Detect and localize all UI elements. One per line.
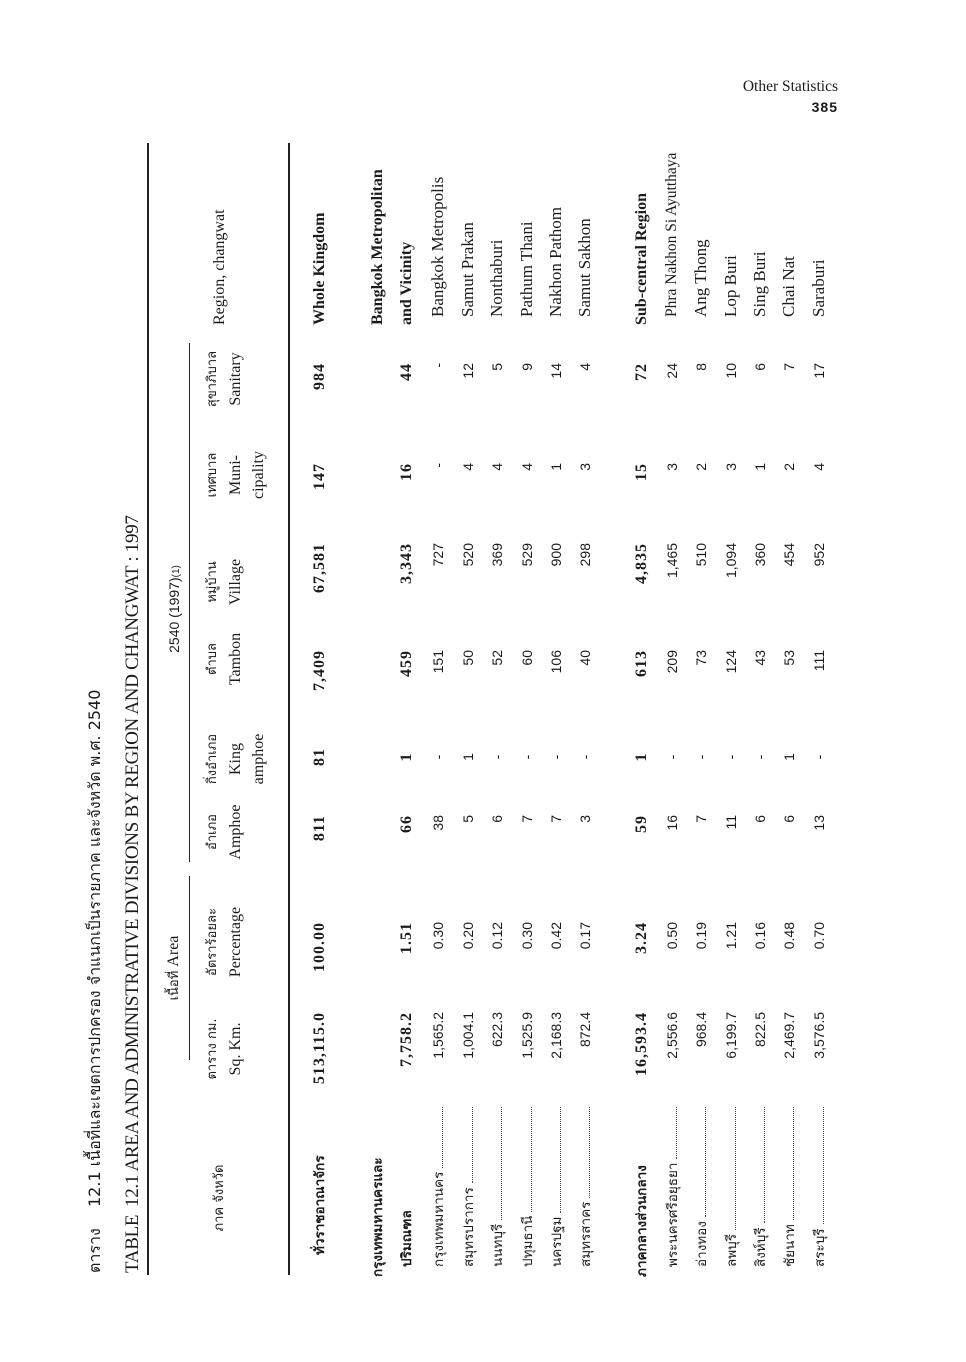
- row-label-thai: สระบุรี: [812, 1228, 828, 1267]
- cell-king-amphoe: 1: [781, 753, 797, 761]
- dot-leader: [501, 1107, 502, 1220]
- cell-sq-km: 622.3: [489, 1012, 505, 1048]
- running-header: [743, 78, 838, 116]
- cell-sq-km: 822.5: [752, 1012, 768, 1048]
- cell-tambon: 124: [723, 650, 739, 674]
- table-top-rule: [147, 143, 149, 1275]
- cell-sanitary: 14: [548, 363, 564, 379]
- row-label-english: Ang Thong: [691, 239, 710, 317]
- row-label-english: Nonthaburi: [487, 239, 506, 317]
- header-municipality-line2: cipality: [250, 451, 267, 499]
- cell-amphoe: 6: [752, 815, 768, 823]
- row-label-thai-with-leader: [486, 1107, 508, 1267]
- cell-amphoe: 38: [430, 815, 446, 831]
- cell-king-amphoe: -: [548, 754, 564, 760]
- row-label-thai-with-leader: [690, 1107, 712, 1267]
- area-group-header: เนื้อที่ Area: [165, 935, 182, 1001]
- cell-sanitary: 5: [489, 363, 505, 371]
- table-row: [749, 137, 771, 1277]
- cell-king-amphoe: 1: [633, 752, 650, 762]
- cell-municipality: 4: [460, 463, 476, 471]
- row-label-thai: นนทบุรี: [490, 1223, 506, 1267]
- cell-sq-km: 2,556.6: [664, 1012, 680, 1059]
- row-label-thai-line2: ปริมณฑล: [399, 1210, 415, 1267]
- cell-municipality: 4: [811, 463, 827, 471]
- cell-sanitary: 6: [752, 363, 768, 371]
- cell-municipality: 1: [752, 463, 768, 471]
- table-row: [720, 137, 742, 1277]
- dot-leader: [442, 1107, 443, 1168]
- cell-village: 1,465: [664, 543, 680, 579]
- dot-leader: [531, 1107, 532, 1212]
- row-label-thai: ลพบุรี: [724, 1234, 740, 1267]
- cell-municipality: 16: [398, 463, 415, 481]
- cell-percentage: 0.70: [811, 922, 827, 950]
- cell-sq-km: 968.4: [693, 1012, 709, 1048]
- table-row: [661, 137, 683, 1277]
- cell-percentage: 1.21: [723, 922, 739, 950]
- cell-tambon: 53: [781, 650, 797, 666]
- dot-leader: [735, 1107, 736, 1230]
- row-label-thai: ภาคกลางส่วนกลาง: [634, 1165, 650, 1277]
- cell-king-amphoe: 1: [398, 752, 415, 762]
- row-label-thai: ปทุมธานี: [520, 1215, 536, 1267]
- cell-percentage: 0.12: [489, 922, 505, 950]
- row-label-thai: ทั่วราชอาณาจักร: [312, 1155, 328, 1255]
- cell-amphoe: 6: [781, 815, 797, 823]
- cell-sq-km: 16,593.4: [633, 1012, 650, 1076]
- cell-village: 1,094: [723, 543, 739, 579]
- row-label-english: Samut Sakhon: [575, 218, 594, 317]
- cell-tambon: 52: [489, 650, 505, 666]
- cell-municipality: 3: [723, 463, 739, 471]
- cell-tambon: 111: [811, 650, 827, 672]
- header-king-amphoe-thai: กิ่งอำเภอ: [205, 733, 220, 785]
- row-label-thai-with-leader: [574, 1107, 596, 1267]
- cell-sq-km: 2,168.3: [548, 1012, 564, 1059]
- cell-village: 4,835: [633, 543, 650, 584]
- cell-sq-km: 7,758.2: [398, 1012, 415, 1067]
- row-label-thai-with-leader: [516, 1107, 538, 1267]
- row-label-thai-with-leader: [427, 1107, 449, 1267]
- table-row-bangkok-vicinity-heading: [367, 137, 389, 1277]
- header-percentage: Percentage: [227, 906, 244, 978]
- cell-sanitary: 7: [781, 363, 797, 371]
- cell-sq-km: 872.4: [577, 1012, 593, 1048]
- row-label-thai: พระนครศรีอยุธยา: [665, 1162, 681, 1267]
- cell-percentage: 3.24: [633, 922, 650, 954]
- cell-amphoe: 59: [633, 815, 650, 833]
- cell-percentage: 0.17: [577, 922, 593, 950]
- row-label-english: Lop Buri: [721, 255, 740, 317]
- table-row: [690, 137, 712, 1277]
- cell-municipality: 3: [664, 463, 680, 471]
- header-village: Village: [227, 558, 244, 606]
- cell-sq-km: 513,115.0: [311, 1012, 328, 1085]
- row-label-english: Phra Nakhon Si Ayutthaya: [663, 152, 680, 317]
- header-bottom-rule: [288, 143, 290, 1275]
- cell-municipality: 15: [633, 463, 650, 481]
- dot-leader: [560, 1107, 561, 1213]
- row-label-thai: สมุทรปราการ: [461, 1187, 477, 1267]
- cell-tambon: 60: [519, 650, 535, 666]
- cell-village: 298: [577, 543, 593, 567]
- row-label-thai-with-leader: [808, 1107, 830, 1267]
- row-label-thai-with-leader: [778, 1107, 800, 1267]
- cell-amphoe: 811: [311, 815, 328, 842]
- row-label-thai: อ่างทอง: [694, 1221, 710, 1267]
- row-label-english: Nakhon Pathom: [546, 206, 565, 317]
- cell-tambon: 73: [693, 650, 709, 666]
- row-label-thai-with-leader: [720, 1107, 742, 1267]
- cell-village: 520: [460, 543, 476, 567]
- cell-municipality: 4: [489, 463, 505, 471]
- header-sanitary: Sanitary: [227, 352, 244, 406]
- cell-sanitary: 10: [723, 363, 739, 379]
- cell-sanitary: 12: [460, 363, 476, 379]
- dot-leader: [589, 1107, 590, 1198]
- table-row: [516, 137, 538, 1277]
- cell-sq-km: 1,004.1: [460, 1012, 476, 1059]
- cell-village: 67,581: [311, 543, 328, 593]
- cell-tambon: 43: [752, 650, 768, 666]
- cell-percentage: 0.50: [664, 922, 680, 950]
- title-prefix-english: TABLE: [122, 1214, 143, 1273]
- row-label-english-line2: and Vicinity: [398, 241, 415, 325]
- title-number: 12.1: [85, 1171, 104, 1207]
- table-title-english: [121, 515, 145, 1273]
- table-row: [808, 137, 830, 1277]
- row-label-thai: สมุทรสาคร: [578, 1201, 594, 1267]
- dot-leader: [472, 1107, 473, 1183]
- cell-sanitary: -: [430, 363, 446, 368]
- table-row: [427, 137, 449, 1277]
- cell-percentage: 0.30: [430, 922, 446, 950]
- cell-village: 454: [781, 543, 797, 567]
- cell-amphoe: 7: [548, 815, 564, 823]
- cell-sq-km: 3,576.5: [811, 1012, 827, 1059]
- cell-tambon: 40: [577, 650, 593, 666]
- header-king-amphoe: King: [227, 743, 244, 775]
- cell-percentage: 0.30: [519, 922, 535, 950]
- cell-tambon: 106: [548, 650, 564, 674]
- cell-tambon: 459: [398, 650, 415, 677]
- cell-village: 3,343: [398, 543, 415, 584]
- header-municipality: Muni-: [227, 455, 244, 495]
- cell-king-amphoe: 81: [311, 748, 328, 766]
- header-amphoe-thai: อำเภอ: [205, 814, 220, 850]
- cell-sanitary: 8: [693, 363, 709, 371]
- cell-percentage: 0.20: [460, 922, 476, 950]
- row-label-thai: สิงห์บุรี: [753, 1227, 769, 1267]
- cell-king-amphoe: -: [693, 754, 709, 760]
- cell-tambon: 209: [664, 650, 680, 674]
- table-row-sub-central-region: [631, 137, 653, 1277]
- cell-village: 529: [519, 543, 535, 567]
- cell-tambon: 613: [633, 650, 650, 677]
- row-label-english: Sing Buri: [750, 251, 769, 317]
- cell-sanitary: 44: [398, 363, 415, 381]
- cell-sq-km: 2,469.7: [781, 1012, 797, 1059]
- header-king-amphoe-line2: amphoe: [250, 733, 267, 785]
- cell-sq-km: 1,565.2: [430, 1012, 446, 1059]
- cell-amphoe: 6: [489, 815, 505, 823]
- table-row-bangkok-vicinity: [396, 137, 418, 1277]
- table-row-whole-kingdom: [309, 137, 331, 1277]
- cell-sanitary: 4: [577, 363, 593, 371]
- cell-sanitary: 17: [811, 363, 827, 379]
- header-sanitary-thai: สุขาภิบาล: [205, 350, 220, 408]
- cell-sq-km: 1,525.9: [519, 1012, 535, 1059]
- year-group-header: 2540 (1997)(1): [166, 565, 182, 653]
- cell-tambon: 50: [460, 650, 476, 666]
- table-row: [545, 137, 567, 1277]
- cell-percentage: 0.19: [693, 922, 709, 950]
- year-group-rule: [189, 343, 190, 862]
- cell-sanitary: 24: [664, 363, 680, 379]
- cell-amphoe: 11: [723, 815, 739, 830]
- row-label-thai: ชัยนาท: [782, 1224, 798, 1267]
- cell-village: 900: [548, 543, 564, 567]
- row-label-thai: กรุงเทพมหานครและ: [370, 1157, 386, 1277]
- cell-percentage: 100.00: [311, 922, 328, 972]
- cell-amphoe: 5: [460, 815, 476, 823]
- cell-amphoe: 7: [519, 815, 535, 823]
- title-text-thai: เนื้อที่และเขตการปกครอง จำแนกเป็นรายภาค และจังหวัด พ.ศ. 2540: [85, 689, 104, 1167]
- cell-king-amphoe: -: [664, 754, 680, 760]
- dot-leader: [676, 1107, 677, 1159]
- row-label-thai: กรุงเทพมหานคร: [431, 1171, 447, 1267]
- row-label-english: Bangkok Metropolis: [428, 176, 447, 317]
- row-label-english: Sub-central Region: [633, 193, 650, 325]
- cell-king-amphoe: -: [577, 754, 593, 760]
- row-label-thai: นครปฐม: [549, 1216, 565, 1267]
- cell-village: 369: [489, 543, 505, 567]
- section-name: Other Statistics: [742, 78, 838, 95]
- header-region-thai: ภาค จังหวัด: [212, 1164, 227, 1232]
- cell-municipality: 2: [693, 463, 709, 471]
- cell-king-amphoe: -: [811, 754, 827, 760]
- rotated-table-sheet: [70, 137, 860, 1277]
- table-title-thai: [84, 690, 106, 1273]
- cell-percentage: 0.42: [548, 922, 564, 950]
- cell-percentage: 0.48: [781, 922, 797, 950]
- area-group-rule: [189, 876, 190, 1060]
- cell-amphoe: 16: [664, 815, 680, 831]
- cell-village: 727: [430, 543, 446, 567]
- cell-percentage: 0.16: [752, 922, 768, 950]
- dot-leader: [705, 1107, 706, 1217]
- header-amphoe: Amphoe: [227, 804, 244, 860]
- cell-sanitary: 984: [311, 363, 328, 390]
- dot-leader: [823, 1107, 824, 1224]
- table-row: [574, 137, 596, 1277]
- cell-amphoe: 3: [577, 815, 593, 823]
- cell-percentage: 1.51: [398, 922, 415, 954]
- page-number: 385: [811, 99, 838, 115]
- cell-sanitary: 9: [519, 363, 535, 371]
- header-tambon: Tambon: [227, 632, 244, 686]
- header-region-english: Region, changwat: [211, 209, 228, 325]
- dot-leader: [764, 1107, 765, 1223]
- row-label-english: Whole Kingdom: [311, 212, 328, 325]
- row-label-thai-with-leader: [457, 1107, 479, 1267]
- title-prefix-thai: ตาราง: [85, 1228, 104, 1273]
- row-label-english: Pathum Thani: [517, 221, 536, 317]
- cell-king-amphoe: -: [430, 754, 446, 760]
- row-label-english: Chai Nat: [779, 256, 798, 317]
- cell-king-amphoe: -: [752, 754, 768, 760]
- cell-king-amphoe: -: [489, 754, 505, 760]
- cell-amphoe: 7: [693, 815, 709, 823]
- cell-village: 360: [752, 543, 768, 567]
- cell-king-amphoe: 1: [460, 753, 476, 761]
- table-row: [457, 137, 479, 1277]
- row-label-thai-with-leader: [749, 1107, 771, 1267]
- title-text-english: AREA AND ADMINISTRATIVE DIVISIONS BY REGION AND CHANGWAT : 1997: [122, 515, 143, 1172]
- cell-tambon: 151: [430, 650, 446, 674]
- cell-municipality: -: [430, 463, 446, 468]
- cell-amphoe: 13: [811, 815, 827, 831]
- cell-municipality: 147: [311, 463, 328, 490]
- row-label-thai-with-leader: [545, 1107, 567, 1267]
- header-sq-km-thai: ตาราง กม.: [205, 1018, 220, 1080]
- header-sq-km: Sq. Km.: [227, 1022, 244, 1076]
- row-label-english: Bangkok Metropolitan: [369, 169, 386, 325]
- dot-leader: [793, 1107, 794, 1220]
- cell-king-amphoe: -: [723, 754, 739, 760]
- header-village-thai: หมู่บ้าน: [205, 561, 220, 603]
- cell-village: 952: [811, 543, 827, 567]
- table-row: [486, 137, 508, 1277]
- row-label-english: Samut Prakan: [458, 222, 477, 317]
- cell-municipality: 3: [577, 463, 593, 471]
- header-tambon-thai: ตำบล: [205, 643, 220, 675]
- cell-sq-km: 6,199.7: [723, 1012, 739, 1059]
- cell-amphoe: 66: [398, 815, 415, 833]
- header-percentage-thai: อัตราร้อยละ: [205, 908, 220, 976]
- cell-sanitary: 72: [633, 363, 650, 381]
- cell-tambon: 7,409: [311, 650, 328, 691]
- title-number: 12.1: [122, 1174, 143, 1207]
- header-municipality-thai: เทศบาล: [205, 452, 220, 498]
- cell-municipality: 1: [548, 463, 564, 471]
- cell-village: 510: [693, 543, 709, 567]
- table-row: [778, 137, 800, 1277]
- row-label-thai-with-leader: [661, 1107, 683, 1267]
- cell-municipality: 2: [781, 463, 797, 471]
- row-label-english: Saraburi: [809, 259, 828, 317]
- cell-municipality: 4: [519, 463, 535, 471]
- footnote-marker: (1): [171, 565, 182, 578]
- cell-king-amphoe: -: [519, 754, 535, 760]
